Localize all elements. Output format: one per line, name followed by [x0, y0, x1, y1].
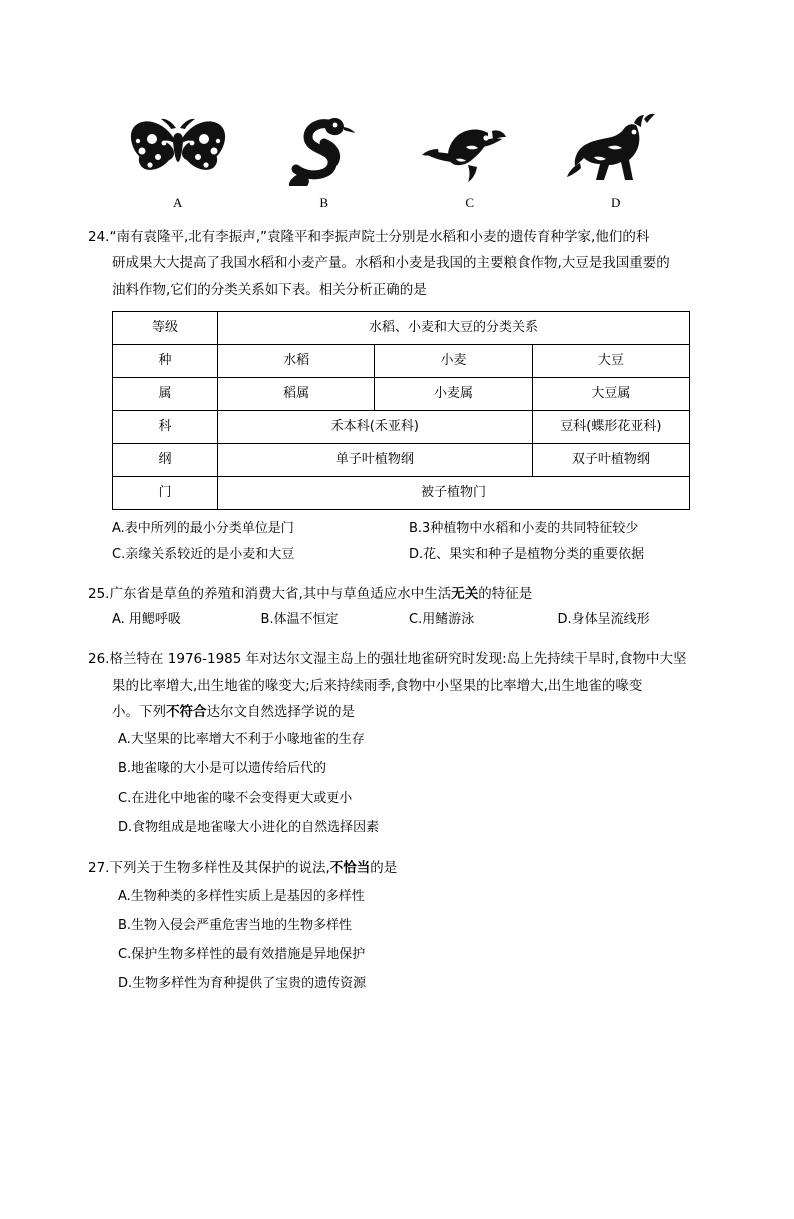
question-stem-line: 果的比率增大,出生地雀的喙变大;后来持续雨季,食物中小坚果的比率增大,出生地雀的喙变 — [112, 677, 643, 694]
figure-label: C — [465, 195, 475, 210]
figure-label: B — [319, 195, 329, 210]
question-24 — [88, 224, 706, 568]
snake-papercut-icon — [270, 109, 378, 191]
option-a[interactable]: A.生物种类的多样性实质上是基因的多样性 — [118, 888, 365, 904]
option-a[interactable]: A. 用鳃呼吸 — [112, 612, 181, 628]
table-cell: 单子叶植物纲 — [218, 443, 533, 476]
table-row — [113, 476, 690, 509]
option-d[interactable]: D.生物多样性为育种提供了宝贵的遗传资源 — [118, 976, 367, 992]
option-c[interactable]: C.保护生物多样性的最有效措施是异地保护 — [118, 947, 366, 962]
butterfly-papercut-icon — [124, 109, 232, 191]
table-cell: 小麦 — [375, 344, 532, 377]
table-cell: 科 — [113, 410, 218, 443]
classification-table — [112, 311, 690, 510]
option-b[interactable]: B.生物入侵会严重危害当地的生物多样性 — [118, 917, 353, 933]
figure-item — [562, 109, 670, 211]
table-row — [113, 410, 690, 443]
table-cell: 种 — [113, 344, 218, 377]
table-cell: 大豆 — [532, 344, 689, 377]
figure-item — [124, 109, 232, 211]
table-row — [113, 443, 690, 476]
table-cell: 双子叶植物纲 — [532, 443, 689, 476]
question-26 — [88, 646, 706, 842]
question-stem: 广东省是草鱼的养殖和消费大省,其中与草鱼适应水中生活无关的特征是 — [109, 585, 533, 602]
table-cell: 等级 — [113, 311, 218, 344]
options-row — [88, 542, 706, 568]
table-cell: 水稻、小麦和大豆的分类关系 — [218, 311, 690, 344]
option-d[interactable]: D.食物组成是地雀喙大小进化的自然选择因素 — [118, 819, 380, 835]
question-25 — [88, 581, 706, 633]
question-number: 26. — [88, 651, 110, 668]
horse-papercut-icon — [562, 109, 670, 191]
figure-item — [270, 109, 378, 211]
table-cell: 门 — [113, 476, 218, 509]
question-stem-line: 小。下列不符合达尔文自然选择学说的是 — [112, 703, 355, 720]
bird-papercut-icon — [416, 109, 524, 191]
figure-label: A — [173, 195, 183, 210]
question-stem-line: 研成果大大提高了我国水稻和小麦产量。水稻和小麦是我国的主要粮食作物,大豆是我国重要的 — [112, 255, 670, 272]
table-cell: 属 — [113, 377, 218, 410]
options-row — [88, 607, 706, 633]
option-c[interactable]: C.在进化中地雀的喙不会变得更大或更小 — [118, 790, 353, 806]
table-row — [113, 344, 690, 377]
option-d[interactable]: D.花、果实和种子是植物分类的重要依据 — [409, 546, 645, 562]
figure-item — [416, 109, 524, 211]
figure-row — [88, 96, 706, 211]
option-d[interactable]: D.身体呈流线形 — [557, 612, 650, 628]
question-number: 24. — [88, 229, 110, 245]
table-row — [113, 311, 690, 344]
table-cell: 稻属 — [218, 377, 375, 410]
option-b[interactable]: B.地雀喙的大小是可以遗传给后代的 — [118, 761, 327, 777]
table-row — [113, 377, 690, 410]
question-stem: 下列关于生物多样性及其保护的说法,不恰当的是 — [109, 860, 398, 877]
question-stem-line: 格兰特在 1976-1985 年对达尔文湿主岛上的强壮地雀研究时发现:岛上先持续干旱时,食物中大坚 — [109, 651, 687, 668]
exam-page — [0, 96, 794, 1219]
table-cell: 小麦属 — [375, 377, 532, 410]
option-a[interactable]: A.大坚果的比率增大不利于小喙地雀的生存 — [118, 732, 365, 748]
table-cell: 禾本科(禾亚科) — [218, 410, 533, 443]
table-cell: 纲 — [113, 443, 218, 476]
option-b[interactable]: B.3种植物中水稻和小麦的共同特征较少 — [409, 520, 639, 536]
option-c[interactable]: C.亲缘关系较近的是小麦和大豆 — [112, 546, 295, 562]
question-stem-line: 油料作物,它们的分类关系如下表。相关分析正确的是 — [112, 281, 427, 298]
question-number: 27. — [88, 860, 110, 877]
question-number: 25. — [88, 585, 110, 602]
table-cell: 水稻 — [218, 344, 375, 377]
options-row — [88, 516, 706, 542]
question-stem-line: “南有袁隆平,北有李振声,”袁隆平和李振声院士分别是水稻和小麦的遗传育种学家,他们的科 — [109, 229, 650, 245]
option-b[interactable]: B.体温不恒定 — [260, 612, 339, 628]
figure-label: D — [611, 195, 621, 210]
stem-emphasis: 不符合 — [166, 703, 207, 720]
option-c[interactable]: C.用鳍游泳 — [409, 612, 475, 628]
table-cell: 豆科(蝶形花亚科) — [532, 410, 689, 443]
table-cell: 被子植物门 — [218, 476, 690, 509]
table-cell: 大豆属 — [532, 377, 689, 410]
question-27 — [88, 855, 706, 998]
stem-emphasis: 不恰当 — [329, 860, 371, 877]
option-a[interactable]: A.表中所列的最小分类单位是门 — [112, 520, 294, 536]
stem-emphasis: 无关 — [451, 585, 479, 602]
